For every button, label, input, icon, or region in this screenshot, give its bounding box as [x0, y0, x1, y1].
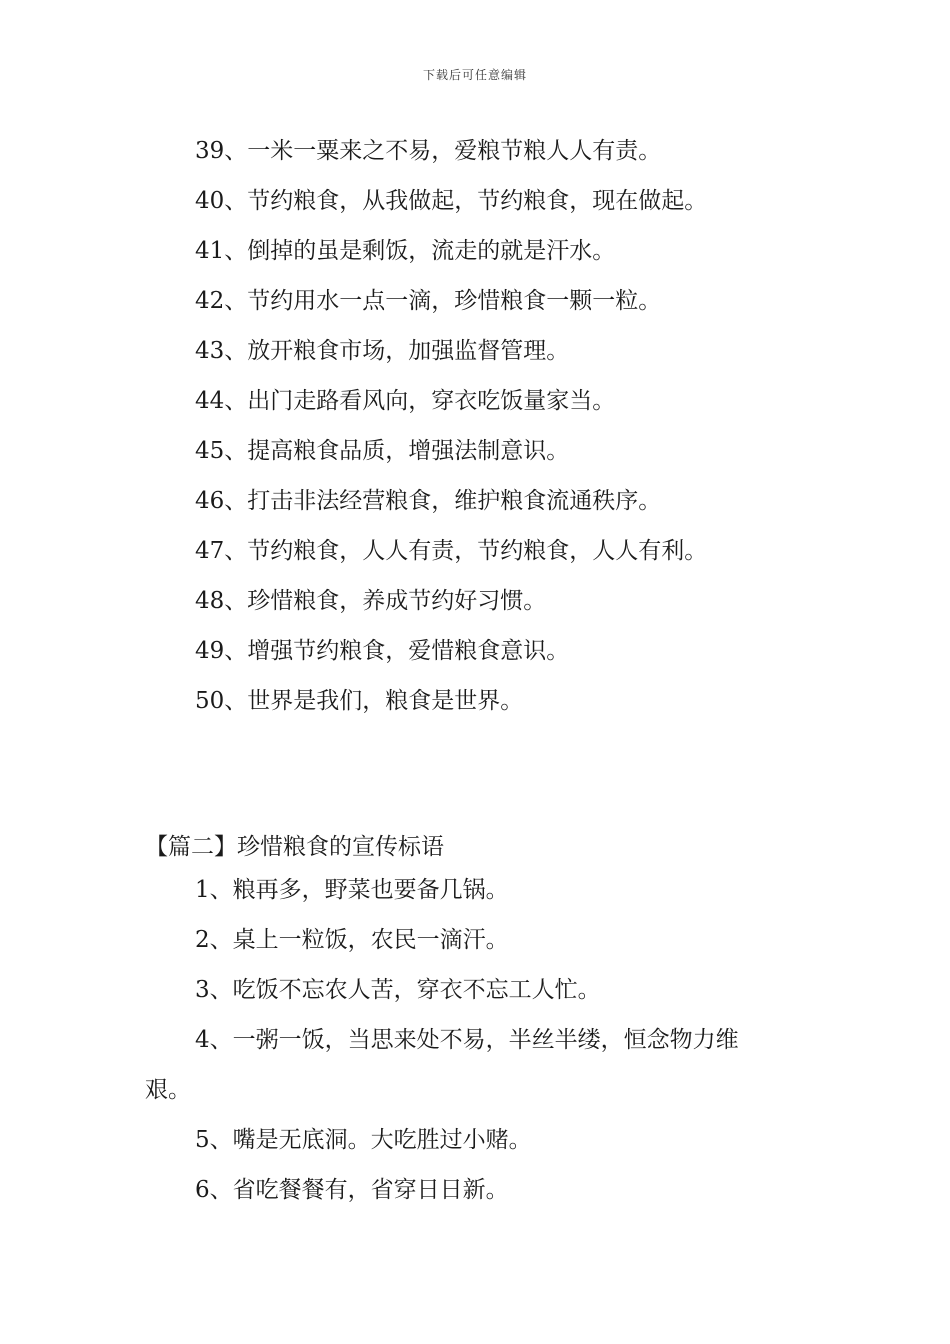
list-item: 39、一米一粟来之不易，爱粮节粮人人有责。: [195, 138, 662, 164]
list-item: 40、节约粮食，从我做起，节约粮食，现在做起。: [195, 188, 708, 214]
list-item: 48、珍惜粮食，养成节约好习惯。: [195, 588, 547, 614]
list-item: 41、倒掉的虽是剩饭，流走的就是汗水。: [195, 238, 616, 264]
slogan-list-part-one: [0, 132, 950, 732]
list-item: 50、世界是我们，粮食是世界。: [195, 688, 524, 714]
list-item: 42、节约用水一点一滴，珍惜粮食一颗一粒。: [195, 288, 662, 314]
list-item-line-1: 4、一粥一饭，当思来处不易，半丝半缕，恒念物力维: [195, 1027, 739, 1053]
list-item: 6、省吃餐餐有，省穿日日新。: [195, 1177, 509, 1203]
list-item-wrapped: [0, 1021, 950, 1121]
list-item: 45、提高粮食品质，增强法制意识。: [195, 438, 570, 464]
slogan-list-part-two: [0, 871, 950, 1221]
list-item: 5、嘴是无底洞。大吃胜过小赌。: [195, 1127, 532, 1153]
list-item: 44、出门走路看风向，穿衣吃饭量家当。: [195, 388, 616, 414]
list-item: 43、放开粮食市场，加强监督管理。: [195, 338, 570, 364]
list-item: 1、粮再多，野菜也要备几锅。: [195, 877, 509, 903]
list-item: 2、桌上一粒饭，农民一滴汗。: [195, 927, 509, 953]
list-item: 49、增强节约粮食，爱惜粮食意识。: [195, 638, 570, 664]
list-item: 47、节约粮食，人人有责，节约粮食，人人有利。: [195, 538, 708, 564]
page-header: 下载后可任意编辑: [422, 68, 527, 82]
list-item: 46、打击非法经营粮食，维护粮食流通秩序。: [195, 488, 662, 514]
list-item: 3、吃饭不忘农人苦，穿衣不忘工人忙。: [195, 977, 601, 1003]
list-item-line-2: 艰。: [145, 1077, 191, 1103]
section-title: 【篇二】珍惜粮食的宣传标语: [145, 834, 444, 860]
